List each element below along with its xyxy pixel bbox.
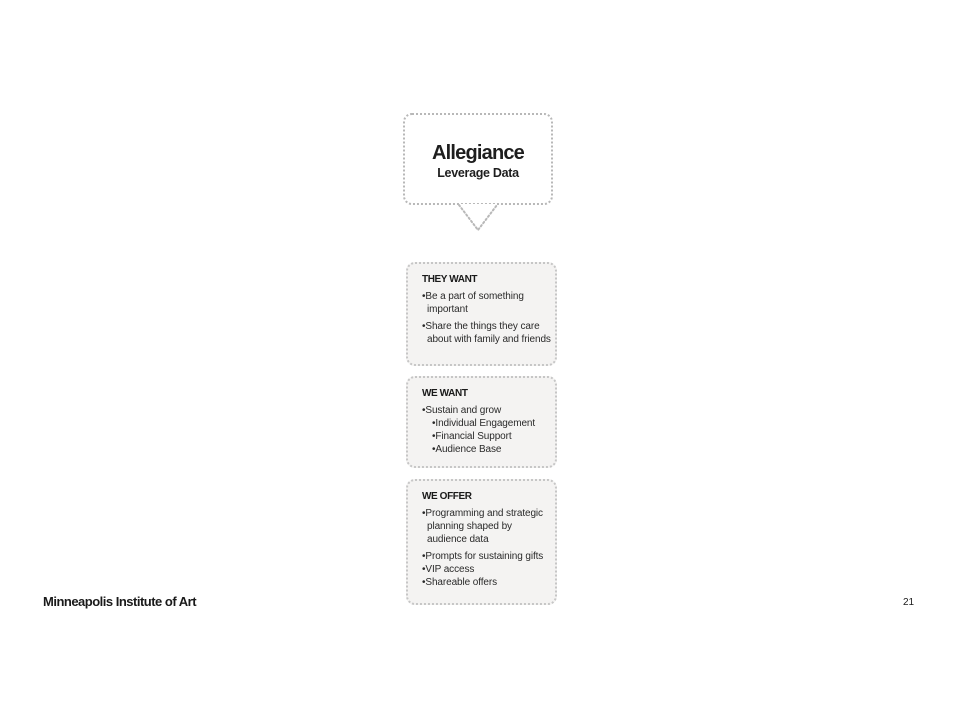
list-item: •Be a part of something important [422, 291, 524, 315]
sub-list-item: •Individual Engagement [432, 418, 536, 429]
speech-bubble-tail-icon [456, 203, 500, 233]
list-item: •Sustain and grow [422, 405, 502, 416]
speech-bubble [403, 113, 553, 205]
list-item: •Prompts for sustaining gifts [422, 551, 544, 562]
they-want-card [406, 262, 557, 366]
bullet-list [422, 290, 551, 346]
page-number: 21 [903, 597, 915, 608]
bullet-list [422, 404, 551, 456]
list-item: •Shareable offers [422, 577, 497, 588]
we-want-card [406, 376, 557, 468]
we-offer-card [406, 479, 557, 605]
bubble-subtitle: Leverage Data [437, 166, 519, 180]
list-item: •VIP access [422, 564, 475, 575]
card-heading: THEY WANT [422, 274, 478, 285]
list-item: •Share the things they care about with family and friends [422, 321, 551, 345]
bullet-list [422, 507, 551, 589]
card-heading: WE OFFER [422, 491, 472, 502]
sub-list-item: •Audience Base [432, 444, 502, 455]
sub-list-item: •Financial Support [432, 431, 512, 442]
card-heading: WE WANT [422, 388, 468, 399]
footer-logo: Minneapolis Institute of Art [43, 594, 197, 609]
bubble-title: Allegiance [431, 142, 525, 164]
list-item: •Programming and strategic planning shaped by audience data [422, 508, 543, 545]
